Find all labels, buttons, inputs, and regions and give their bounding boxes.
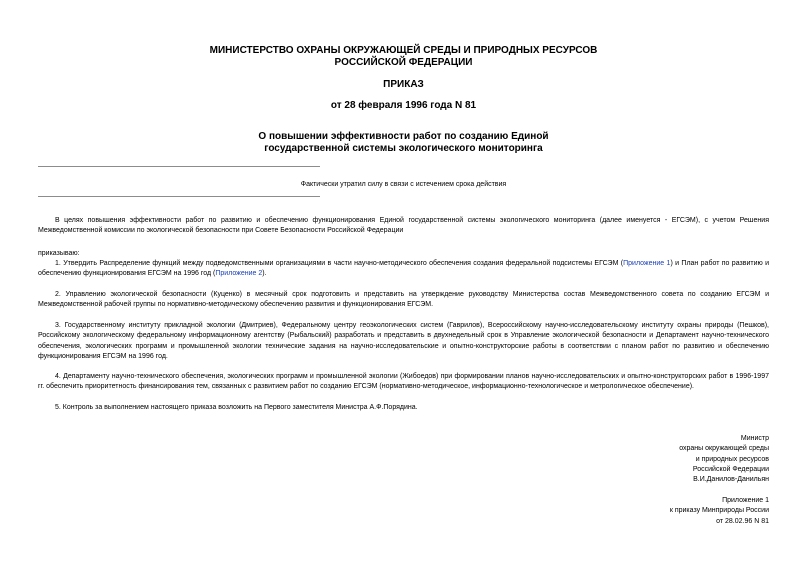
item-1-text-b: ) и План работ по развитию и обеспечению функционирования ЕГСЭМ на 1996 год ( — [38, 260, 769, 278]
signature-line-4: Российской Федерации — [692, 465, 769, 473]
signature-block — [569, 434, 769, 485]
appendix-1-link[interactable]: Приложение 1 — [623, 260, 671, 267]
doc-title-line-2: государственной системы экологического мониторинга — [264, 143, 543, 154]
appendix-block — [569, 496, 769, 527]
order-word: приказываю: — [38, 250, 80, 257]
appendix-line-2: к приказу Минприроды России — [669, 507, 769, 515]
item-3-paragraph: 3. Государственному институту прикладной экологии (Дмитриев), Федеральному центру геоэкологических систем (Гаврилов), Всероссийскому научно-исследовательскому институту охраны природы (Пешков), Российскому экологическому федеральному информационному агентству (Рыбальский) разработать и представить в двухнедельный срок в Управление экологической безопасности и Департамент научно-технического обеспечения, экологических программ и промышленной экологии технические задания на научно-исследовательские и опытно-конструкторские работы в соответствии с планом работ по развитию и обеспечению функционирования ЕГСЭМ на 1996 год. — [38, 322, 769, 361]
appendix-line-1: Приложение 1 — [722, 497, 769, 504]
signature-line-5: В.И.Данилов-Данильян — [693, 476, 769, 484]
doc-title-line-1: О повышении эффективности работ по созданию Единой — [258, 131, 549, 142]
item-1-text-c: ). — [262, 270, 267, 278]
ministry-line-1: МИНИСТЕРСТВО ОХРАНЫ ОКРУЖАЮЩЕЙ СРЕДЫ И ПРИРОДНЫХ РЕСУРСОВ — [209, 45, 598, 56]
signature-line-1: Министр — [740, 435, 769, 442]
ministry-heading — [0, 45, 807, 69]
item-1-paragraph — [38, 259, 769, 280]
item-5-paragraph: 5. Контроль за выполнением настоящего приказа возложить на Первого заместителя Министра А.Ф.Порядина. — [55, 404, 418, 411]
doc-title — [0, 131, 807, 155]
status-note: Фактически утратил силу в связи с истечением срока действия — [300, 181, 507, 188]
ministry-line-2: РОССИЙСКОЙ ФЕДЕРАЦИИ — [334, 57, 473, 68]
doc-type: ПРИКАЗ — [383, 79, 424, 90]
item-4-paragraph: 4. Департаменту научно-технического обеспечения, экологических программ и промышленной экологии (Жибоедов) при формировании планов научно-исследовательских и опытно-конструкторских работ в 1996-1997 гг. обеспечить приоритетность финансирования тем, связанных с развитием работ по созданию ЕГСЭМ (нормативно-методическое, информационно-технологическое и метрологическое обеспечение). — [38, 373, 769, 391]
item-1-text-a: 1. Утвердить Распределение функций между подведомственными организациями в части научно-методического обеспечения создания федеральной подсистемы ЕГСЭМ ( — [55, 260, 624, 267]
divider-bottom — [38, 196, 320, 197]
preamble-paragraph: В целях повышения эффективности работ по развитию и обеспечению функционирования Единой государственной системы экологического мониторинга (далее именуется - ЕГСЭМ), с учетом Решения Межведомственной комиссии по экологической безопасности при Совете Безопасности Российской Федерации — [38, 217, 769, 235]
doc-date: от 28 февраля 1996 года N 81 — [330, 100, 477, 111]
signature-line-3: и природных ресурсов — [695, 455, 769, 463]
item-2-paragraph: 2. Управлению экологической безопасности (Куценко) в месячный срок подготовить и представить на утверждение руководству Министерства состав Межведомственного совета по созданию ЕГСЭМ и Межведомственной рабочей группы по нормативно-методическому обеспечению развития и функционирования ЕГСЭМ. — [38, 291, 769, 309]
signature-line-2: охраны окружающей среды — [679, 445, 769, 453]
divider-top — [38, 166, 320, 167]
appendix-line-3: от 28.02.96 N 81 — [716, 517, 769, 525]
appendix-2-link[interactable]: Приложение 2 — [215, 270, 263, 278]
